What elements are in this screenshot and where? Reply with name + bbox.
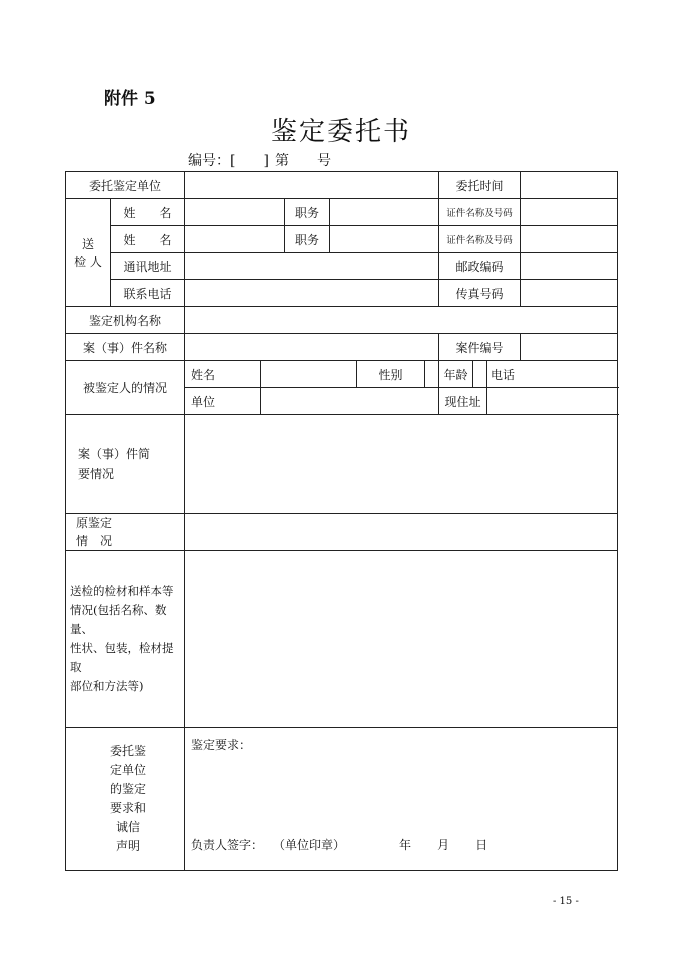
- submitter1-position-field[interactable]: [330, 199, 439, 226]
- case-no-field[interactable]: [521, 334, 618, 361]
- subject-phone-label: 电话: [487, 361, 618, 388]
- submitter2-id-field[interactable]: [521, 226, 618, 253]
- entrust-time-label: 委托时间: [439, 172, 521, 199]
- submitter2-id-label: 证件名称及号码: [439, 226, 521, 253]
- phone-field[interactable]: [185, 280, 439, 307]
- client-unit-label: 委托鉴定单位: [66, 172, 185, 199]
- postcode-field[interactable]: [521, 253, 618, 280]
- seal-label: （单位印章）: [273, 838, 346, 852]
- agency-name-label: 鉴定机构名称: [66, 307, 185, 334]
- appraisal-form-table: [65, 171, 618, 871]
- submitter1-name-label: 姓 名: [111, 199, 185, 226]
- phone-label: 联系电话: [111, 280, 185, 307]
- subject-residence-field[interactable]: [487, 388, 618, 415]
- address-label: 通讯地址: [111, 253, 185, 280]
- fax-field[interactable]: [521, 280, 618, 307]
- case-no-label: 案件编号: [439, 334, 521, 361]
- requirements-heading: 鉴定要求：: [191, 738, 252, 752]
- submitter2-name-field[interactable]: [185, 226, 285, 253]
- attachment-label: 附件 5: [104, 89, 156, 109]
- fax-label: 传真号码: [439, 280, 521, 307]
- serial-di: 第: [274, 153, 289, 169]
- original-appraisal-field[interactable]: [185, 514, 618, 551]
- postcode-label: 邮政编码: [439, 253, 521, 280]
- case-name-field[interactable]: [185, 334, 439, 361]
- signature-line: [191, 836, 487, 853]
- submitter1-id-label: 证件名称及号码: [439, 199, 521, 226]
- page-number: - 15 -: [553, 896, 579, 907]
- day-label: 日: [475, 838, 488, 852]
- entrust-time-field[interactable]: [521, 172, 618, 199]
- agency-name-field[interactable]: [185, 307, 618, 334]
- signer-label: 负责人签字：: [191, 838, 264, 852]
- address-field[interactable]: [185, 253, 439, 280]
- subject-unit-label: 单位: [185, 388, 261, 415]
- submitter2-position-field[interactable]: [330, 226, 439, 253]
- requirements-statement-label: 委托鉴 定单位 的鉴定 要求和 诚信 声明: [66, 728, 185, 871]
- requirements-field[interactable]: [185, 728, 618, 871]
- year-label: 年: [399, 838, 412, 852]
- submitter2-name-label: 姓 名: [111, 226, 185, 253]
- serial-number-line: [188, 150, 331, 170]
- submitter1-name-field[interactable]: [185, 199, 285, 226]
- subject-age-field[interactable]: [473, 361, 487, 388]
- month-label: 月: [437, 838, 450, 852]
- submitter1-position-label: 职务: [285, 199, 330, 226]
- submitter2-position-label: 职务: [285, 226, 330, 253]
- materials-field[interactable]: [185, 551, 618, 728]
- case-summary-label: 案（事）件简 要情况: [66, 415, 185, 514]
- subject-age-label: 年龄: [439, 361, 473, 388]
- serial-prefix: 编号：[: [188, 153, 236, 169]
- subject-residence-label: 现住址: [439, 388, 487, 415]
- subject-sex-field[interactable]: [425, 361, 439, 388]
- subject-name-label: 姓名: [185, 361, 261, 388]
- page-title: 鉴定委托书: [270, 117, 411, 147]
- subject-info-label: 被鉴定人的情况: [66, 361, 185, 415]
- submitter-group-label: 送 检 人: [66, 199, 111, 307]
- materials-label: 送检的检材和样本等 情况(包括名称、数量、 性状、包装，检材提取 部位和方法等): [66, 551, 185, 728]
- client-unit-field[interactable]: [185, 172, 439, 199]
- subject-sex-label: 性别: [357, 361, 425, 388]
- subject-unit-field[interactable]: [261, 388, 439, 415]
- serial-bracket-close: ]: [263, 153, 269, 169]
- case-name-label: 案（事）件名称: [66, 334, 185, 361]
- submitter1-id-field[interactable]: [521, 199, 618, 226]
- serial-hao: 号: [316, 153, 331, 169]
- original-appraisal-label: 原鉴定 情 况: [66, 514, 185, 551]
- subject-name-field[interactable]: [261, 361, 357, 388]
- case-summary-field[interactable]: [185, 415, 618, 514]
